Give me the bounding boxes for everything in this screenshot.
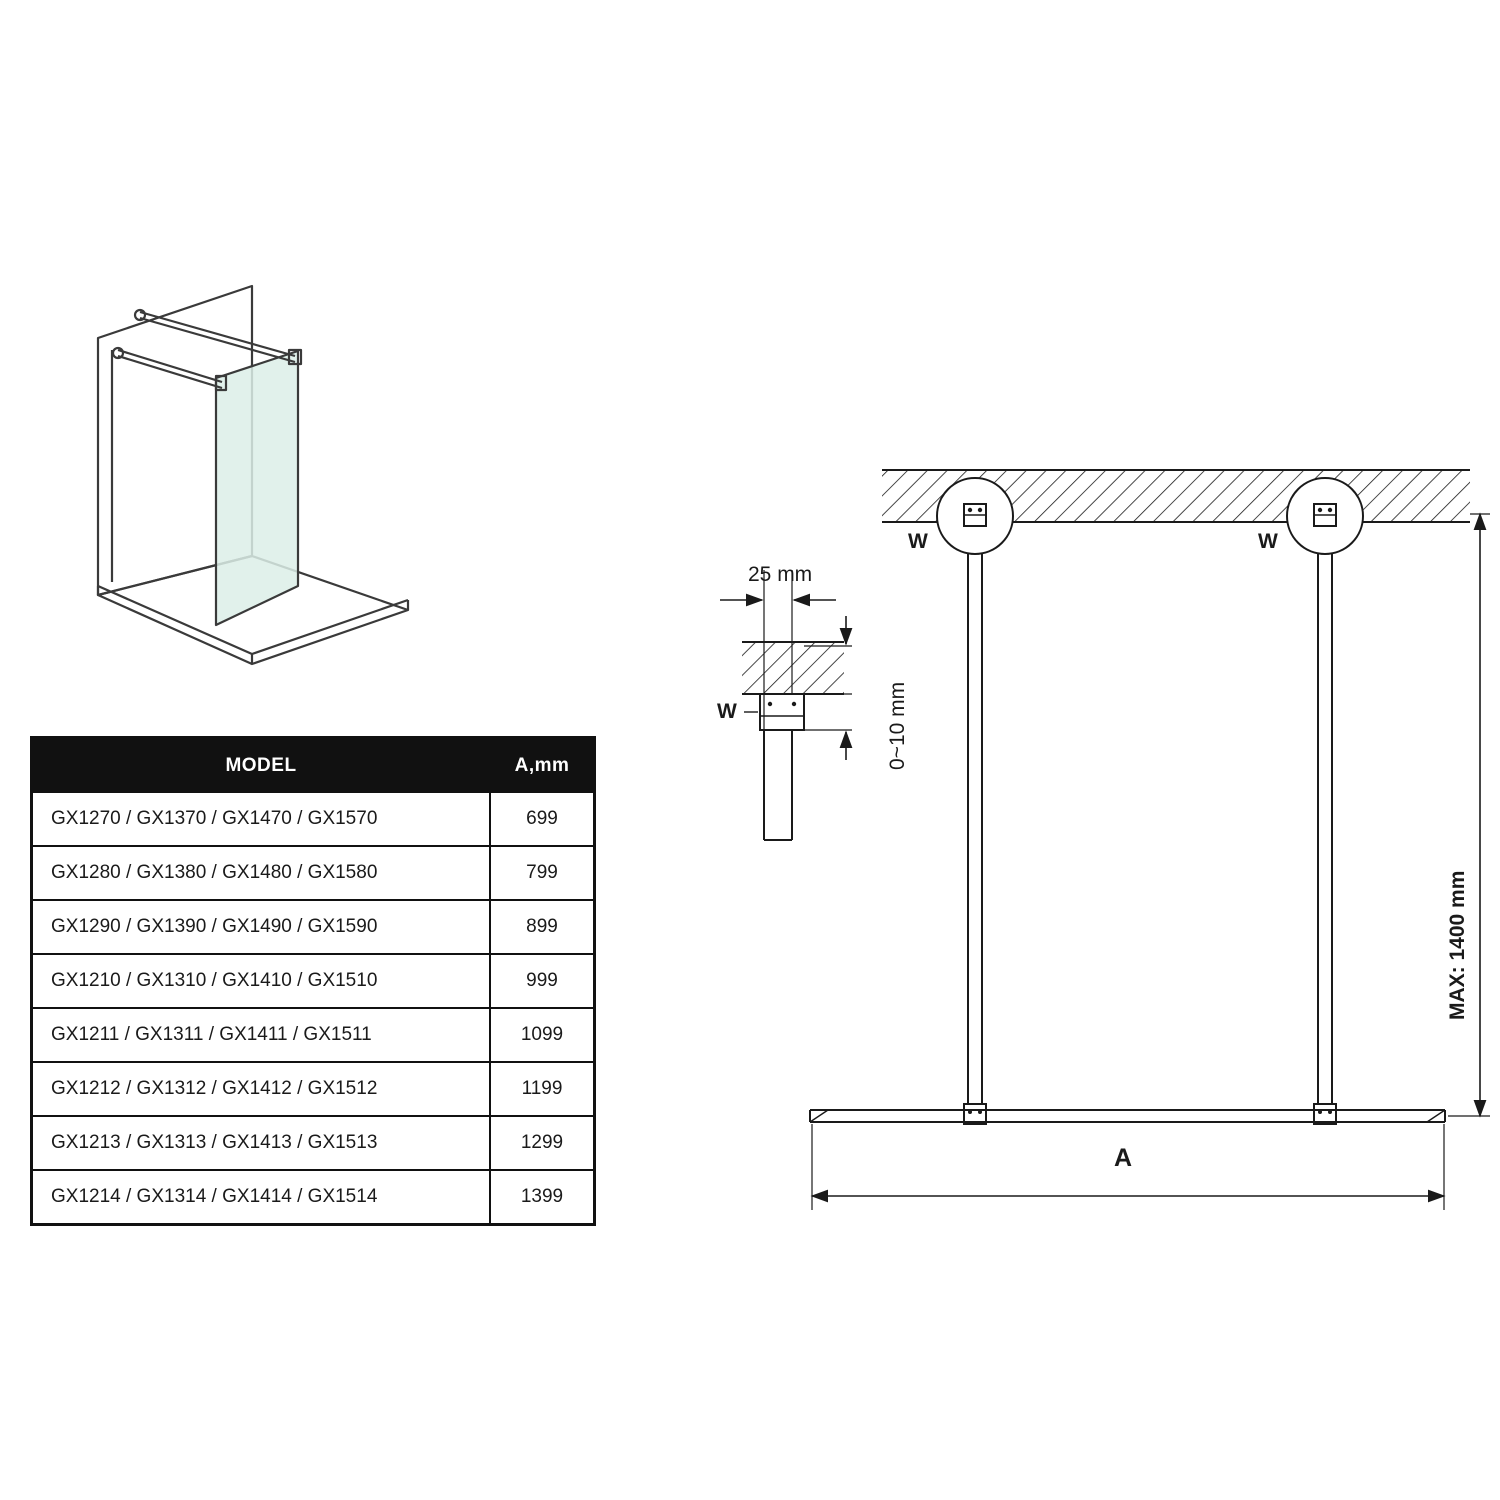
column-header-a: A,mm	[490, 738, 595, 794]
dimension-width-label: A	[1114, 1144, 1133, 1172]
cell-a: 1399	[520, 1186, 564, 1207]
cell-a: 899	[490, 900, 595, 954]
cell-a: 1099	[490, 1008, 595, 1062]
support-bar-upper-2	[140, 318, 295, 362]
cell-model: GX1270 / GX1370 / GX1470 / GX1570	[32, 793, 491, 846]
support-bar-lower-2	[118, 356, 222, 388]
cell-model: GX1212 / GX1312 / GX1412 / GX1512	[32, 1062, 491, 1116]
table-row	[32, 954, 595, 1008]
table-row	[32, 793, 595, 846]
cell-model: GX1210 / GX1310 / GX1410 / GX1510	[32, 954, 491, 1008]
table-head	[32, 738, 595, 794]
table-row	[32, 846, 595, 900]
table-row	[32, 1170, 595, 1225]
cell-a: 999	[490, 954, 595, 1008]
technical-drawing	[700, 420, 1500, 1270]
support-bar-lower	[118, 350, 222, 382]
glass-panel	[216, 351, 298, 625]
table-header-row	[32, 738, 595, 794]
detail-callout-label: W	[717, 700, 737, 723]
dimension-height-label: MAX: 1400 mm	[1446, 870, 1469, 1020]
table-row	[32, 1116, 595, 1170]
model-dimension-table	[30, 736, 596, 1226]
cell-model: GX1290 / GX1390 / GX1490 / GX1590	[32, 900, 491, 954]
isometric-svg	[70, 250, 450, 670]
table-row	[32, 1008, 595, 1062]
cell-model: GX1280 / GX1380 / GX1480 / GX1580	[32, 846, 491, 900]
callout-label-left: W	[908, 530, 928, 553]
cell-a: 699	[490, 793, 595, 846]
support-bar-upper	[140, 312, 295, 356]
cell-model: GX1213 / GX1313 / GX1413 / GX1513	[32, 1116, 491, 1170]
cell-a: 1199	[490, 1062, 595, 1116]
cell-a: 799	[490, 846, 595, 900]
callout-label-right: W	[1258, 530, 1278, 553]
glass-rail	[810, 1110, 1445, 1122]
cell-model: GX1211 / GX1311 / GX1411 / GX1511	[32, 1008, 491, 1062]
technical-drawing-svg	[700, 420, 1500, 1270]
bar-right	[1314, 522, 1336, 1124]
dimension-height	[1448, 514, 1490, 1116]
table-row	[32, 900, 595, 954]
callout-circle-right	[1287, 478, 1363, 554]
dimension-thickness-label: 25 mm	[748, 563, 813, 586]
callout-circle-left	[937, 478, 1013, 554]
bar-left	[964, 522, 986, 1124]
table-body	[32, 793, 595, 1225]
table-row	[32, 1062, 595, 1116]
column-header-model: MODEL	[32, 738, 491, 794]
cell-a: 1299	[490, 1116, 595, 1170]
detail-view	[720, 570, 852, 840]
dimension-gap-label: 0~10 mm	[886, 681, 909, 770]
isometric-illustration	[70, 250, 450, 670]
cell-model: GX1214 / GX1314 / GX1414 / GX1514	[32, 1170, 491, 1225]
